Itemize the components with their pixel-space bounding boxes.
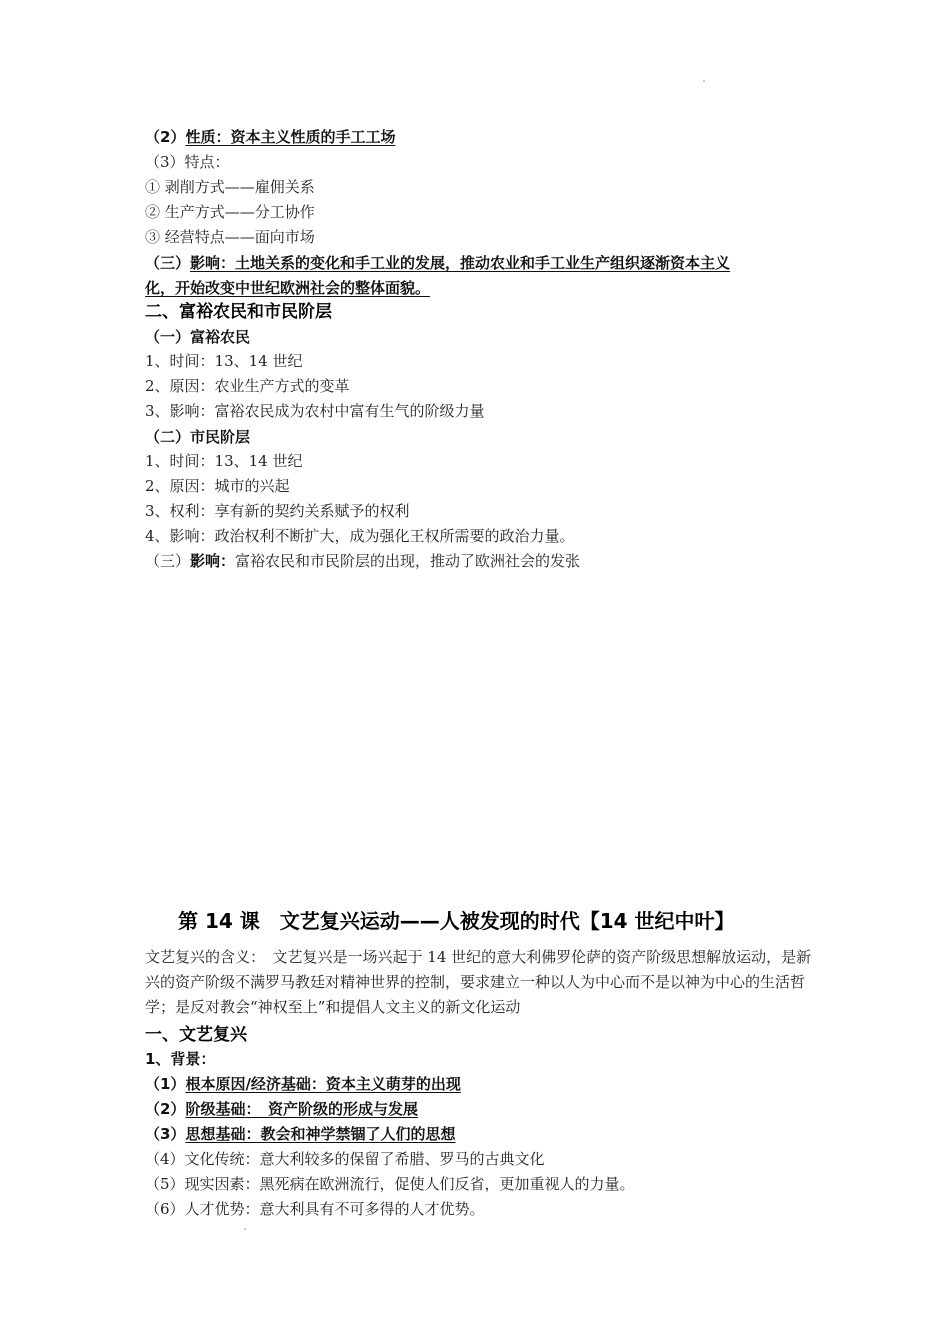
burghers-rights: 3、权利：享有新的契约关系赋予的权利 xyxy=(145,502,410,520)
burghers-impact: 4、影响：政治权利不断扩大，成为强化王权所需要的政治力量。 xyxy=(145,527,575,545)
bg-item-1 xyxy=(145,1074,461,1094)
overall-impact-line xyxy=(145,551,580,571)
bg-item-5: （5）现实因素：黑死病在欧洲流行，促使人们反省，更加重视人的力量。 xyxy=(145,1175,635,1193)
burghers-time: 1、时间：13、14 世纪 xyxy=(145,452,303,470)
bg-item-3-text: 思想基础：教会和神学禁锢了人们的思想 xyxy=(185,1125,456,1143)
bg-item-1-prefix: （1） xyxy=(145,1075,186,1093)
page-marker xyxy=(703,80,705,82)
impact-line xyxy=(145,253,730,273)
feature-item-1: ① 剥削方式——雇佣关系 xyxy=(145,178,315,196)
features-heading: （3）特点： xyxy=(145,153,230,171)
bg-item-2 xyxy=(145,1099,418,1119)
bg-item-3-prefix: （3） xyxy=(145,1125,186,1143)
background-heading: 1、背景： xyxy=(145,1050,216,1068)
overall-impact-prefix: （三） xyxy=(145,552,191,570)
peasants-time: 1、时间：13、14 世纪 xyxy=(145,352,303,370)
impact-prefix: （三） xyxy=(145,254,191,272)
lesson-title: 第 14 课 文艺复兴运动——人被发现的时代【14 世纪中叶】 xyxy=(178,909,735,933)
burghers-cause: 2、原因：城市的兴起 xyxy=(145,477,290,495)
bg-item-2-text: 阶级基础： 资产阶级的形成与发展 xyxy=(185,1100,418,1118)
page-marker-bottom xyxy=(244,1228,246,1230)
renaissance-definition: 文艺复兴的含义： 文艺复兴是一场兴起于 14 世纪的意大利佛罗伦萨的资产阶级思想解放运动，是新兴的资产阶级不满罗马教廷对精神世界的控制，要求建立一种以人为中心而不是以神为中心的生活哲学；是反对教会“神权至上”和提倡人文主义的新文化运动 xyxy=(145,948,812,1016)
impact-text: 影响：土地关系的变化和手工业的发展，推动农业和手工业生产组织逐渐资本主义 xyxy=(190,254,731,272)
overall-impact-text: 富裕农民和市民阶层的出现，推动了欧洲社会的发张 xyxy=(235,552,581,570)
subheading-rich-peasants: （一）富裕农民 xyxy=(145,328,251,346)
subheading-burghers: （二）市民阶层 xyxy=(145,428,251,446)
peasants-impact: 3、影响：富裕农民成为农村中富有生气的阶级力量 xyxy=(145,402,485,420)
section-heading-2: 二、富裕农民和市民阶层 xyxy=(145,302,332,322)
bg-item-4: （4）文化传统：意大利较多的保留了希腊、罗马的古典文化 xyxy=(145,1150,545,1168)
bg-item-2-prefix: （2） xyxy=(145,1100,186,1118)
section-heading-renaissance: 一、文艺复兴 xyxy=(145,1025,247,1045)
bg-item-6: （6）人才优势：意大利具有不可多得的人才优势。 xyxy=(145,1200,485,1218)
peasants-cause: 2、原因：农业生产方式的变革 xyxy=(145,377,350,395)
nature-text: 性质：资本主义性质的手工工场 xyxy=(185,128,396,146)
impact-line-cont xyxy=(145,278,430,298)
item-number: （2） xyxy=(145,128,186,146)
bg-item-3 xyxy=(145,1124,455,1144)
nature-line xyxy=(145,127,395,147)
impact-text-cont: 化，开始改变中世纪欧洲社会的整体面貌。 xyxy=(145,279,431,297)
overall-impact-label: 影响： xyxy=(190,552,236,570)
bg-item-1-text: 根本原因/经济基础：资本主义萌芽的出现 xyxy=(185,1075,461,1093)
feature-item-3: ③ 经营特点——面向市场 xyxy=(145,228,315,246)
feature-item-2: ② 生产方式——分工协作 xyxy=(145,203,315,221)
